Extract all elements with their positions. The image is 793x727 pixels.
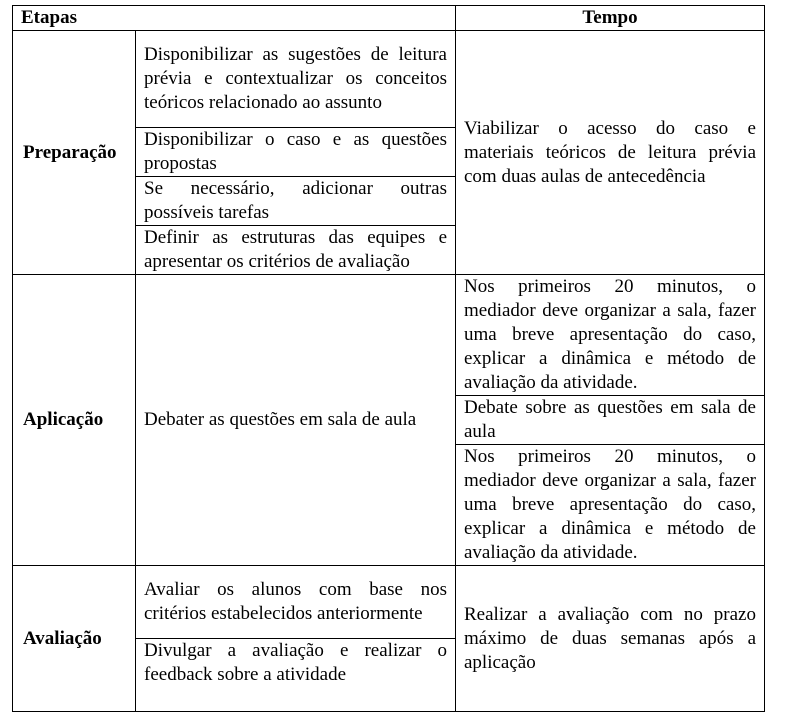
avaliacao-task-2: Divulgar a avaliação e realizar o feedback sobre a atividade [136,639,456,712]
header-tempo: Tempo [456,6,765,31]
aplicacao-task: Debater as questões em sala de aula [136,275,456,566]
avaliacao-row-1 [13,566,765,639]
header-row [13,6,765,31]
stage-avaliacao: Avaliação [13,566,136,712]
stage-aplicacao: Aplicação [13,275,136,566]
preparacao-task-3: Se necessário, adicionar outras possíveis tarefas [136,177,456,226]
aplicacao-row-1 [13,275,765,396]
avaliacao-tempo: Realizar a avaliação com no prazo máximo de duas semanas após a aplicação [456,566,765,712]
preparacao-row-1 [13,31,765,128]
stage-preparacao: Preparação [13,31,136,275]
stages-table [12,5,765,712]
avaliacao-task-1: Avaliar os alunos com base nos critérios estabelecidos anteriormente [136,566,456,639]
preparacao-task-4: Definir as estruturas das equipes e apresentar os critérios de avaliação [136,226,456,275]
preparacao-task-1: Disponibilizar as sugestões de leitura prévia e contextualizar os conceitos teóricos relacionado ao assunto [136,31,456,128]
preparacao-task-2: Disponibilizar o caso e as questões propostas [136,128,456,177]
header-etapas: Etapas [13,6,456,31]
aplicacao-tempo-3: Nos primeiros 20 minutos, o mediador deve organizar a sala, fazer uma breve apresentação do caso, explicar a dinâmica e método de avaliação da atividade. [456,445,765,566]
aplicacao-tempo-1: Nos primeiros 20 minutos, o mediador deve organizar a sala, fazer uma breve apresentação do caso, explicar a dinâmica e método de avaliação da atividade. [456,275,765,396]
preparacao-tempo: Viabilizar o acesso do caso e materiais teóricos de leitura prévia com duas aulas de antecedência [456,31,765,275]
aplicacao-tempo-2: Debate sobre as questões em sala de aula [456,396,765,445]
